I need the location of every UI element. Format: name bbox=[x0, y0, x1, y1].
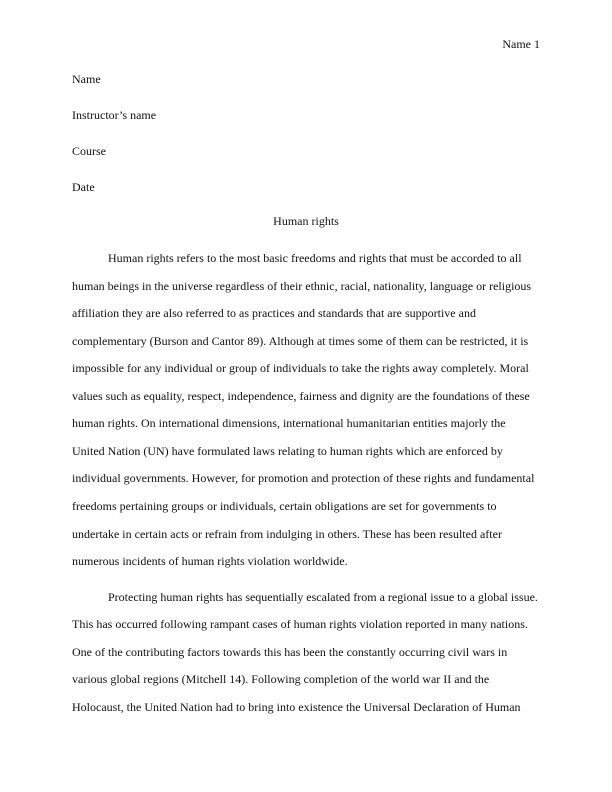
paragraph-line: United Nation (UN) have formulated laws relating to human rights which are enforced by bbox=[72, 444, 503, 458]
paragraph-line: human beings in the universe regardless of their ethnic, racial, nationality, language or religious bbox=[72, 279, 532, 293]
paragraph-line: freedoms pertaining groups or individuals, certain obligations are set for governments to bbox=[72, 499, 497, 513]
paragraph-line: values such as equality, respect, independence, fairness and dignity are the foundations of these bbox=[72, 389, 530, 403]
paragraph-line: individual governments. However, for promotion and protection of these rights and fundamental bbox=[72, 471, 535, 485]
paragraph-line: various global regions (Mitchell 14). Following completion of the world war II and the bbox=[72, 672, 490, 686]
paragraph-line: Human rights refers to the most basic freedoms and rights that must be accorded to all bbox=[108, 251, 522, 265]
paragraph-line: human rights. On international dimensions, international humanitarian entities majorly the bbox=[72, 416, 506, 430]
instructor-name: Instructor’s name bbox=[72, 108, 157, 122]
paragraph-line: Holocaust, the United Nation had to bring into existence the Universal Declaration of Human bbox=[72, 700, 521, 714]
course-name: Course bbox=[72, 144, 106, 158]
paragraph-line: undertake in certain acts or refrain from indulging in others. These has been resulted after bbox=[72, 527, 502, 541]
paragraph-line: complementary (Burson and Cantor 89). Although at times some of them can be restricted, it is bbox=[72, 334, 529, 348]
paragraph-line: affiliation they are also referred to as practices and standards that are supportive and bbox=[72, 306, 476, 320]
date-line: Date bbox=[72, 180, 95, 194]
paragraph-line: One of the contributing factors towards this has been the constantly occurring civil wars in bbox=[72, 645, 508, 659]
document-title: Human rights bbox=[273, 214, 339, 228]
paragraph-line: impossible for any individual or group of individuals to take the rights away completely. Moral bbox=[72, 361, 529, 375]
paragraph-line: numerous incidents of human rights violation worldwide. bbox=[72, 554, 348, 568]
running-head: Name 1 bbox=[502, 37, 540, 51]
paragraph-line: Protecting human rights has sequentially escalated from a regional issue to a global issue. bbox=[108, 590, 538, 604]
paragraph-line: This has occurred following rampant cases of human rights violation reported in many nations. bbox=[72, 617, 528, 631]
student-name: Name bbox=[72, 72, 101, 86]
